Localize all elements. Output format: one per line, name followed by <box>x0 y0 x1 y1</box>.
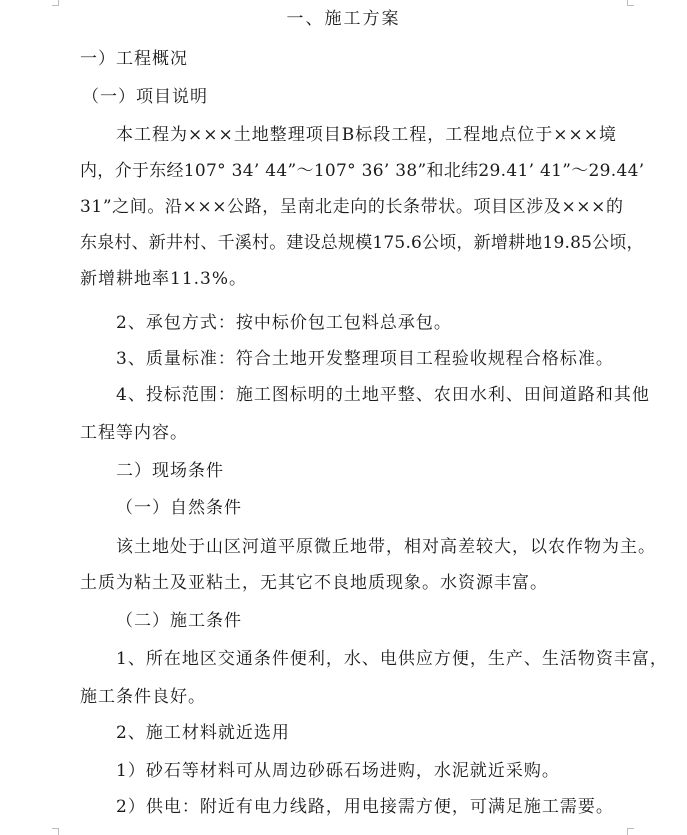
list-item-quality-standard: 3、质量标准：符合土地开发整理项目工程验收规程合格标准。 <box>116 349 614 369</box>
section-heading-site-conditions: 二）现场条件 <box>116 461 224 481</box>
paragraph-line: 土质为粘土及亚粘土，无其它不良地质现象。水资源丰富。 <box>80 573 548 593</box>
list-item-materials: 2、施工材料就近选用 <box>116 723 290 743</box>
crop-mark-bottom-left-h <box>52 828 59 829</box>
list-item-bid-scope: 4、投标范围：施工图标明的土地平整、农田水利、田间道路和其他 <box>116 385 650 405</box>
crop-mark-top-right-h <box>627 5 634 6</box>
paragraph-line: 本工程为×××土地整理项目B标段工程，工程地点位于×××境 <box>116 125 617 145</box>
subsection-heading-project-description: （一）项目说明 <box>82 87 208 107</box>
subsection-heading-natural-conditions: （一）自然条件 <box>116 498 242 518</box>
paragraph-line: 施工条件良好。 <box>80 687 206 707</box>
subsection-heading-construction-conditions: （二）施工条件 <box>116 611 242 631</box>
paragraph-line: 1、所在地区交通条件便利，水、电供应方便，生产、生活物资丰富， <box>116 649 668 669</box>
list-item-power-supply: 2）供电：附近有电力线路，用电接需方便，可满足施工需要。 <box>116 797 614 817</box>
crop-mark-top-left-h <box>52 5 59 6</box>
crop-mark-bottom-left <box>58 828 59 835</box>
paragraph-line: 新增耕地率11.3%。 <box>80 269 248 289</box>
section-heading-overview: 一）工程概况 <box>80 49 188 69</box>
crop-mark-bottom-right-h <box>627 828 634 829</box>
list-item-bid-scope-continued: 工程等内容。 <box>80 423 188 443</box>
crop-mark-bottom-right <box>627 828 628 835</box>
paragraph-line: 东泉村、新井村、千溪村。建设总规模175.6公顷，新增耕地19.85公顷， <box>80 233 644 253</box>
list-item-sand-stone: 1）砂石等材料可从周边砂砾石场进购，水泥就近采购。 <box>116 761 560 781</box>
paragraph-line: 该土地处于山区河道平原微丘地带，相对高差较大，以农作物为主。 <box>116 537 656 557</box>
list-item-contract-method: 2、承包方式：按中标价包工包料总承包。 <box>116 313 452 333</box>
paragraph-line: 内，介于东经107° 34’ 44”～107° 36’ 38”和北纬29.41’ 41”～29.44’ <box>80 161 645 181</box>
document-title: 一、施工方案 <box>286 9 401 29</box>
paragraph-line: 31”之间。沿×××公路，呈南北走向的长条带状。项目区涉及×××的 <box>80 197 624 217</box>
